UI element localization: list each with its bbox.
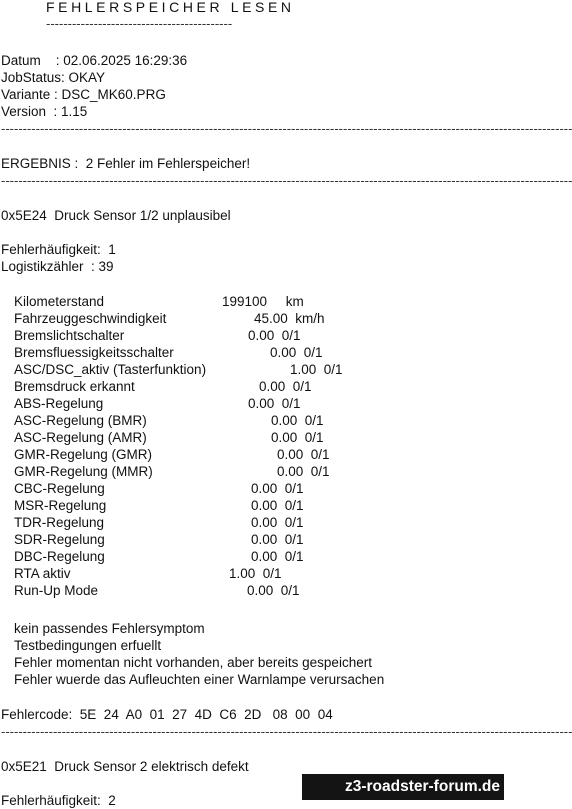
condition-value: 0.00 0/1: [251, 549, 304, 564]
condition-label: ASC-Regelung (BMR): [14, 413, 147, 428]
fault-heading: 0x5E21 Druck Sensor 2 elektrisch defekt: [1, 759, 249, 774]
fehlerhaeufigkeit-line: Fehlerhäufigkeit: 1: [1, 242, 116, 257]
condition-label: MSR-Regelung: [14, 498, 107, 513]
condition-value: 0.00 0/1: [277, 464, 330, 479]
condition-value: 0.00 0/1: [247, 583, 300, 598]
condition-label: ABS-Regelung: [14, 396, 104, 411]
condition-value: 0.00 0/1: [271, 430, 324, 445]
forum-watermark: z3-roadster-forum.de: [302, 774, 504, 800]
separator-line: ------------------------------------------------------------------------------------------------------------------------------------: [1, 173, 572, 188]
condition-label: Fahrzeuggeschwindigkeit: [14, 311, 167, 326]
condition-value: 199100 km: [222, 294, 304, 309]
datum-line: Datum : 02.06.2025 16:29:36: [1, 53, 188, 68]
logistikzaehler-line: Logistikzähler : 39: [1, 259, 114, 274]
condition-value: 1.00 0/1: [290, 362, 343, 377]
condition-label: Run-Up Mode: [14, 583, 99, 598]
condition-value: 0.00 0/1: [251, 498, 304, 513]
condition-label: ASC/DSC_aktiv (Tasterfunktion): [14, 362, 207, 377]
fault-note: Fehler momentan nicht vorhanden, aber bereits gespeichert: [14, 655, 372, 670]
condition-label: ASC-Regelung (AMR): [14, 430, 147, 445]
condition-value: 45.00 km/h: [254, 311, 325, 326]
condition-value: 0.00 0/1: [248, 396, 301, 411]
condition-label: GMR-Regelung (GMR): [14, 447, 153, 462]
fehlerhaeufigkeit-line: Fehlerhäufigkeit: 2: [1, 793, 116, 808]
fehlercode-line: Fehlercode: 5E 24 A0 01 27 4D C6 2D 08 00 04: [1, 707, 333, 722]
fault-note: Fehler wuerde das Aufleuchten einer Warnlampe verursachen: [14, 672, 385, 687]
condition-label: Bremslichtschalter: [14, 328, 125, 343]
condition-value: 0.00 0/1: [248, 328, 301, 343]
condition-label: Bremsfluessigkeitsschalter: [14, 345, 174, 360]
condition-label: TDR-Regelung: [14, 515, 105, 530]
fault-note: Testbedingungen erfuellt: [14, 638, 162, 653]
fault-heading: 0x5E24 Druck Sensor 1/2 unplausibel: [1, 208, 231, 223]
jobstatus-line: JobStatus: OKAY: [1, 70, 106, 85]
condition-label: GMR-Regelung (MMR): [14, 464, 153, 479]
condition-label: Kilometerstand: [14, 294, 105, 309]
condition-value: 1.00 0/1: [229, 566, 282, 581]
version-line: Version : 1.15: [1, 104, 88, 119]
condition-value: 0.00 0/1: [277, 447, 330, 462]
condition-value: 0.00 0/1: [270, 345, 323, 360]
separator-line: ------------------------------------------------------------------------------------------------------------------------------------: [1, 724, 572, 739]
condition-value: 0.00 0/1: [251, 481, 304, 496]
condition-value: 0.00 0/1: [251, 515, 304, 530]
page-title: FEHLERSPEICHER LESEN: [46, 0, 295, 15]
variante-line: Variante : DSC_MK60.PRG: [1, 87, 166, 102]
condition-value: 0.00 0/1: [271, 413, 324, 428]
title-underline: -------------------------------------------: [46, 16, 233, 31]
condition-value: 0.00 0/1: [259, 379, 312, 394]
condition-label: SDR-Regelung: [14, 532, 105, 547]
fault-note: kein passendes Fehlersymptom: [14, 621, 205, 636]
condition-value: 0.00 0/1: [251, 532, 304, 547]
condition-label: Bremsdruck erkannt: [14, 379, 135, 394]
condition-label: RTA aktiv: [14, 566, 71, 581]
condition-label: CBC-Regelung: [14, 481, 105, 496]
condition-label: DBC-Regelung: [14, 549, 105, 564]
ergebnis-line: ERGEBNIS : 2 Fehler im Fehlerspeicher!: [1, 156, 251, 171]
separator-line: ------------------------------------------------------------------------------------------------------------------------------------: [1, 121, 572, 136]
